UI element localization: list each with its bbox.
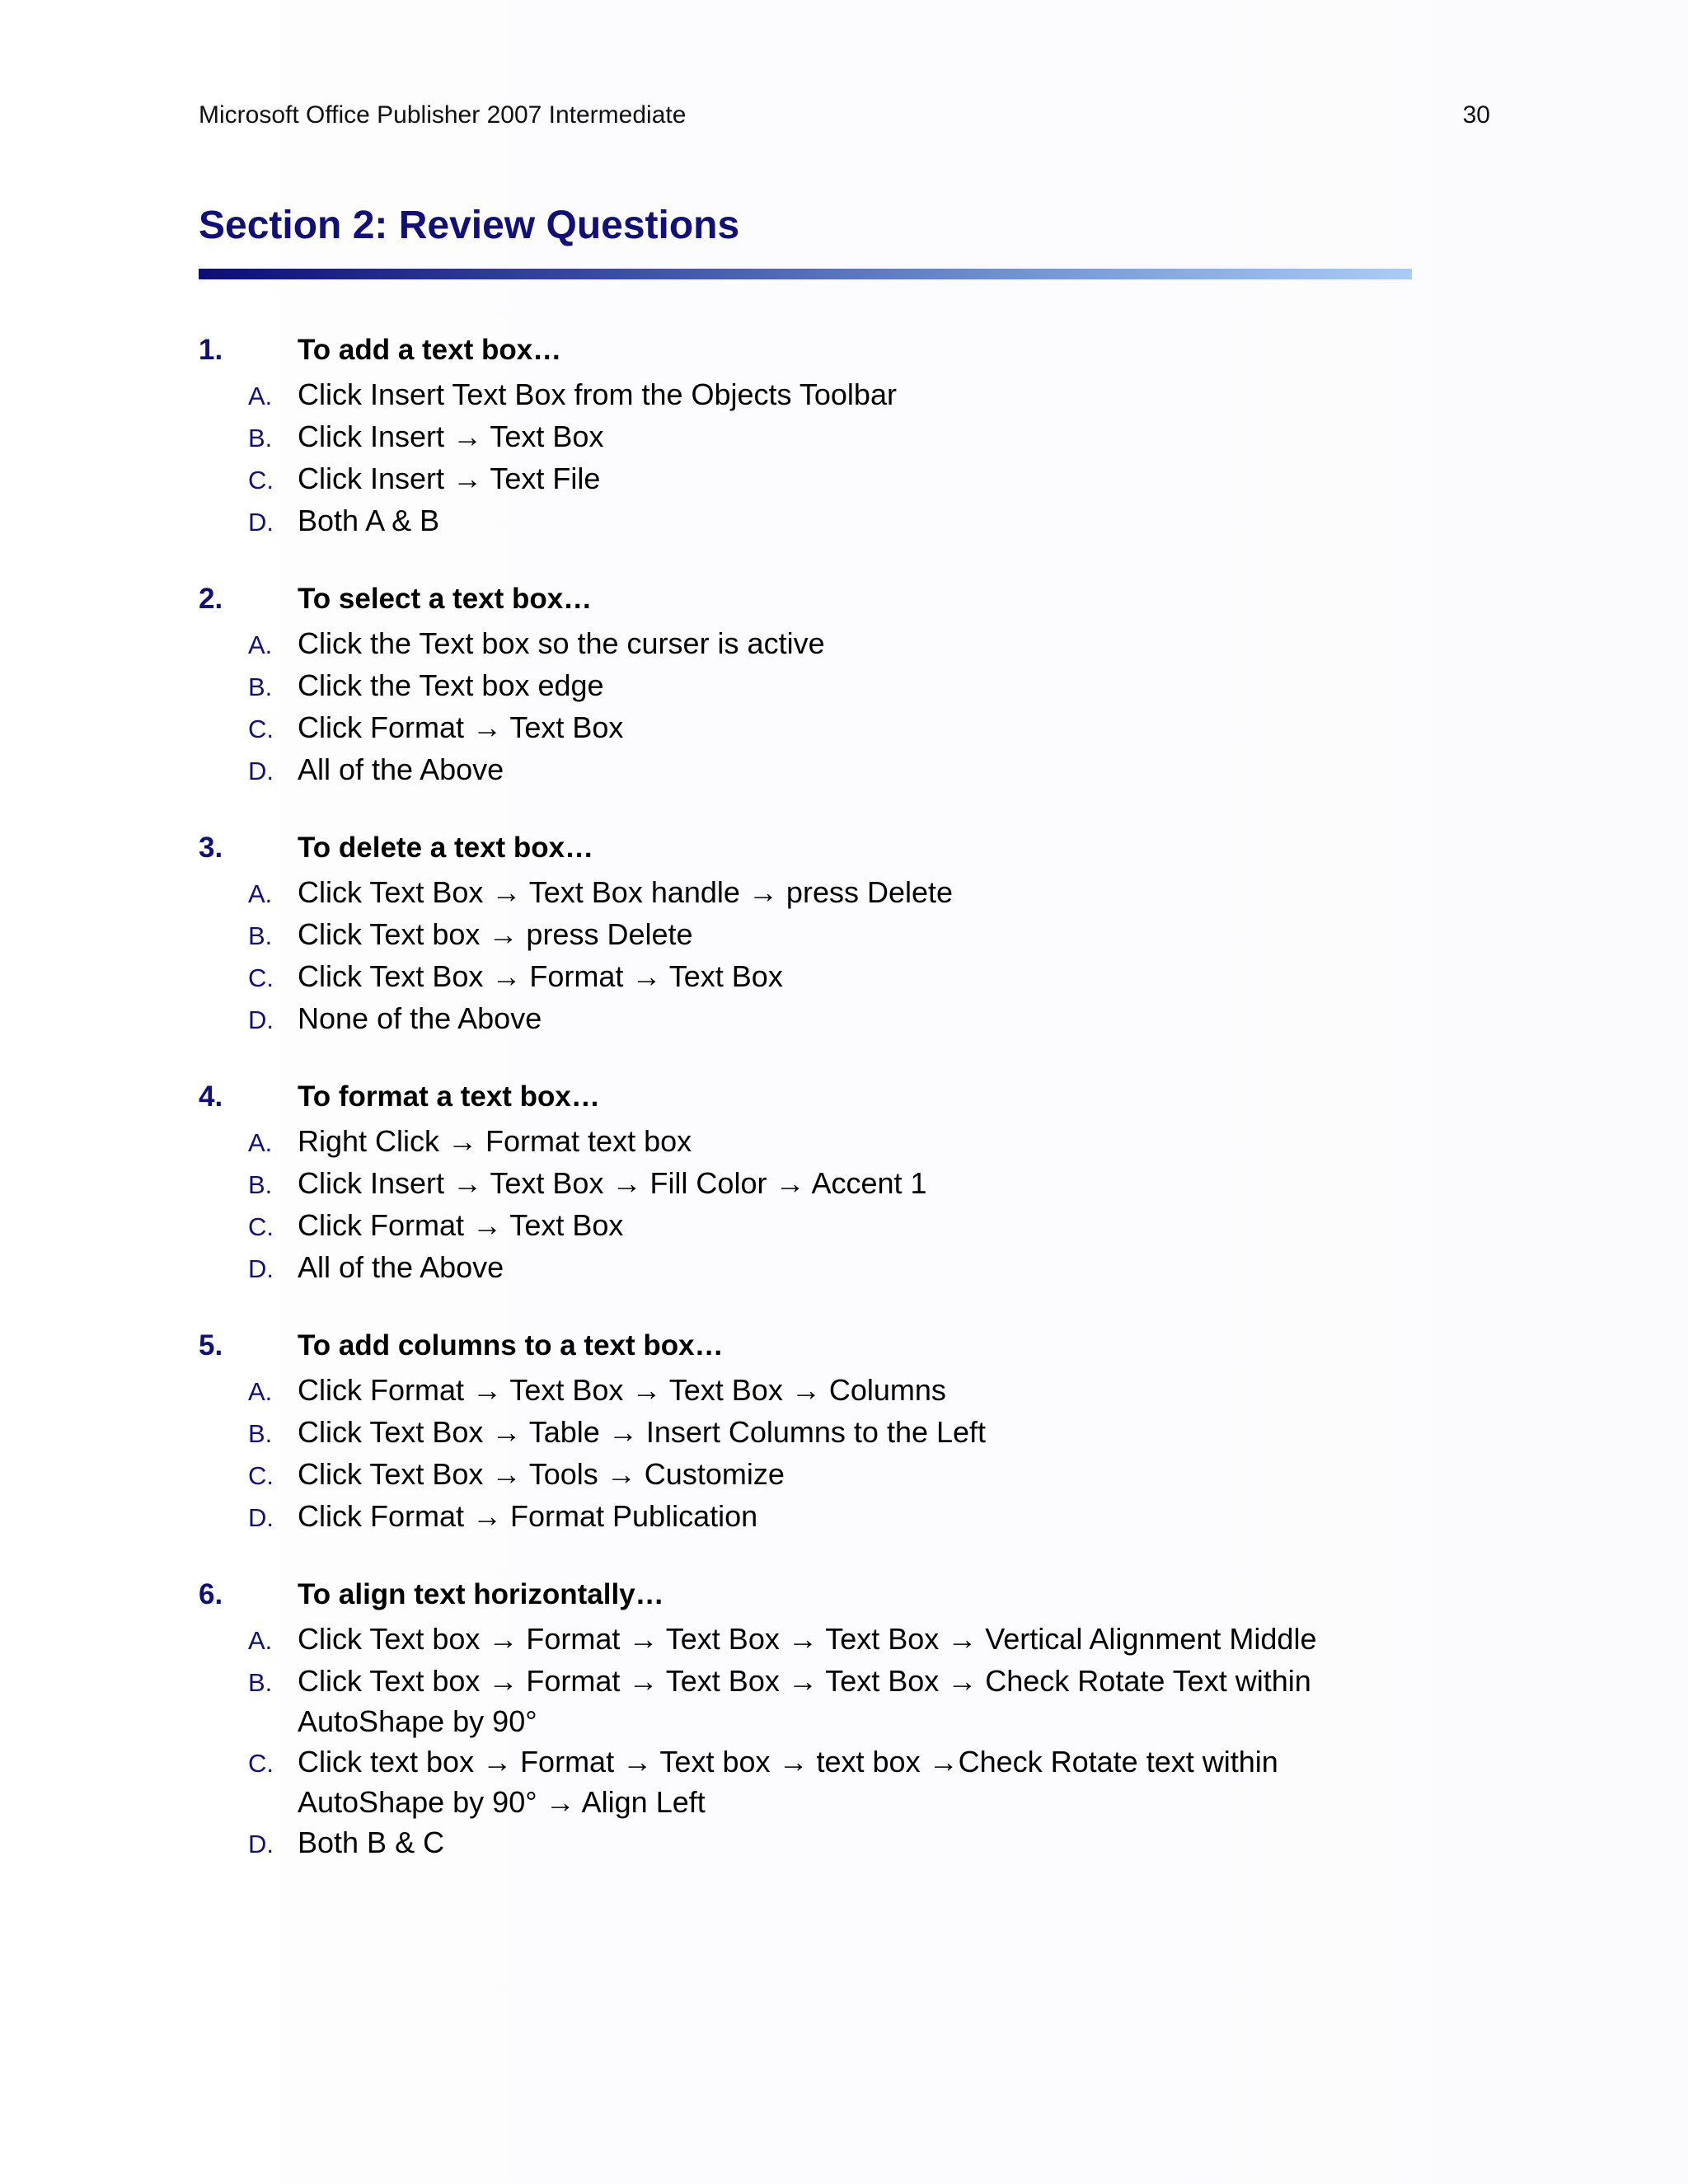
answer-text: Click Insert → Text Box → Fill Color → Accent 1 [298,1166,927,1200]
answer-text: Click Format → Format Publication [298,1499,758,1533]
answer-letter: D. [248,1005,274,1034]
answer-text: None of the Above [298,1001,542,1035]
answer-option [199,1619,1451,1661]
question-text: To add a text box… [298,334,562,366]
answer-letter: C. [248,715,274,743]
title-gradient-rule [199,269,1412,279]
question-number: 1. [199,334,223,366]
answer-option [199,998,1451,1040]
answer-option [199,416,1451,458]
answer-text: Click Format → Text Box [298,710,624,744]
answer-letter: A. [248,382,273,410]
question-3 [199,832,1451,1040]
answer-option [199,1163,1451,1205]
answer-letter: D. [248,508,274,537]
question-text: To format a text box… [298,1080,600,1113]
answer-letter: B. [248,921,273,950]
answer-letter: A. [248,1128,273,1157]
answer-option [199,1496,1451,1538]
question-number: 5. [199,1329,223,1361]
question-text: To select a text box… [298,583,593,615]
answer-letter: C. [248,1749,274,1778]
answer-option [199,956,1451,998]
answer-letter: A. [248,1377,273,1406]
question-6 [199,1578,1451,1864]
answer-option [199,872,1451,914]
answer-letter: C. [248,1212,274,1241]
answer-text: Click Format → Text Box → Text Box → Columns [298,1373,946,1407]
answer-text: All of the Above [298,752,504,786]
question-number: 6. [199,1578,223,1610]
answer-letter: C. [248,963,274,992]
answer-option [199,623,1451,665]
page-number: 30 [1462,101,1490,129]
answer-option [199,1121,1451,1163]
section-title: Section 2: Review Questions [199,204,740,247]
answer-text: Click Text Box → Table → Insert Columns to the Left [298,1415,987,1449]
answer-letter: C. [248,466,274,494]
question-5 [199,1329,1451,1538]
answer-text: Right Click → Format text box [298,1124,692,1158]
question-number: 3. [199,832,223,864]
answer-letter: B. [248,1668,273,1697]
answer-option [199,1370,1451,1412]
answer-option [199,1661,1451,1741]
answer-option [199,914,1451,956]
answer-option [199,1205,1451,1247]
answer-text: Both B & C [298,1825,445,1859]
question-text: To add columns to a text box… [298,1329,724,1361]
answer-option [199,1247,1451,1289]
answer-text: Click Format → Text Box [298,1208,624,1242]
answer-option [199,374,1451,416]
answer-letter: B. [248,1170,273,1199]
answer-option [199,1822,1451,1864]
answer-text: Click Insert Text Box from the Objects Toolbar [298,377,897,411]
answer-letter: D. [248,1830,274,1858]
answer-text: Click Text Box → Tools → Customize [298,1457,785,1491]
answer-text: Click Insert → Text File [298,462,601,495]
question-2 [199,583,1451,791]
answer-letter: C. [248,1461,274,1490]
answer-option [199,500,1451,542]
answer-text: Both A & B [298,504,440,537]
question-text: To align text horizontally… [298,1578,664,1610]
running-header-title: Microsoft Office Publisher 2007 Intermediate [199,101,687,129]
question-number: 2. [199,583,223,615]
answer-letter: D. [248,757,274,785]
answer-letter: B. [248,673,273,701]
answer-text: Click Text Box → Text Box handle → press Delete [298,875,954,909]
answer-letter: D. [248,1503,274,1532]
answer-letter: A. [248,630,273,659]
answer-text: Click Insert → Text Box [298,419,604,453]
answer-text: All of the Above [298,1250,504,1284]
answer-text: Click the Text box edge [298,668,604,702]
answer-letter: B. [248,424,273,452]
answer-text: Click Text box → press Delete [298,917,693,951]
answer-option [199,665,1451,707]
answer-option [199,1741,1451,1822]
answer-text: Click text box → Format → Text box → text box →Check Rotate text within AutoShape by 90° → Align Left [298,1745,1278,1819]
answer-letter: B. [248,1419,273,1448]
answer-letter: D. [248,1254,274,1283]
answer-text: Click Text box → Format → Text Box → Text Box → Check Rotate Text within AutoShape by 90° [298,1664,1311,1738]
answer-option [199,749,1451,791]
answer-option [199,1412,1451,1454]
question-4 [199,1080,1451,1289]
answer-text: Click Text box → Format → Text Box → Text Box → Vertical Alignment Middle [298,1622,1317,1656]
answer-letter: A. [248,1626,273,1655]
answer-text: Click the Text box so the curser is active [298,626,825,660]
question-1 [199,334,1451,542]
answer-letter: A. [248,879,273,908]
answer-option [199,707,1451,749]
answer-option [199,458,1451,500]
review-questions-list [199,334,1451,1905]
question-text: To delete a text box… [298,832,594,864]
answer-text: Click Text Box → Format → Text Box [298,959,783,993]
question-number: 4. [199,1080,223,1113]
answer-option [199,1454,1451,1496]
